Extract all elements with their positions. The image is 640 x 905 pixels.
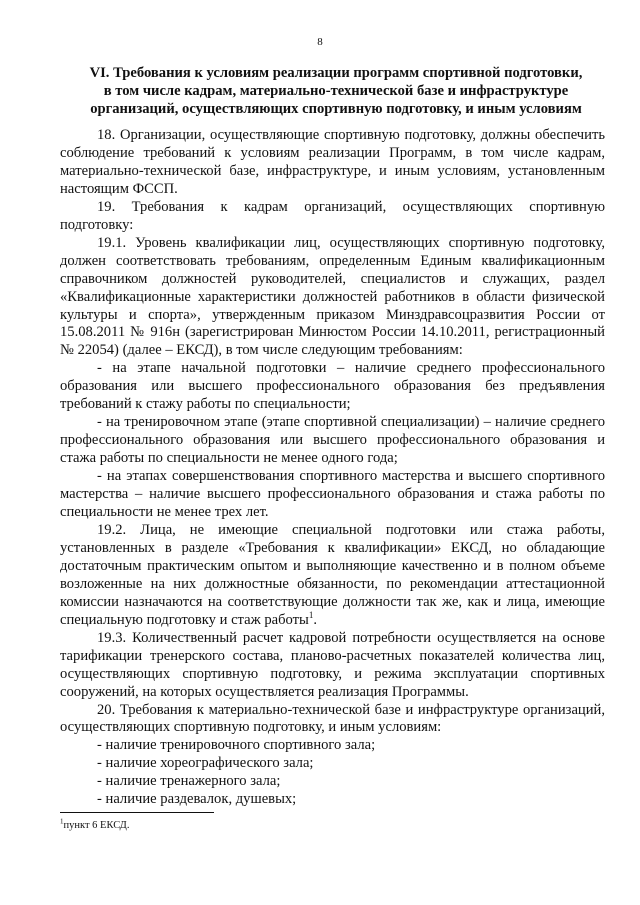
requirement-item: - на этапе начальной подготовки – наличие среднего профессионального образования или высшего профессионального образования без предъявления требований к стажу работы по специальности; xyxy=(60,360,605,413)
requirement-item: - на этапах совершенствования спортивного мастерства и высшего спортивного мастерства – наличие высшего профессионального образования и стажа работы по специальности не менее трех лет. xyxy=(60,468,605,521)
facility-item: - наличие раздевалок, душевых; xyxy=(97,791,297,808)
paragraph-19-3: 19.3. Количественный расчет кадровой потребности осуществляется на основе тарификации тренерского состава, планово-расчетных показателей количества лиц, осуществляющих спортивную подготовку, и режима эксплуатации спортивных сооружений, на которых осуществляется реализация Программы. xyxy=(60,629,605,700)
facility-item: - наличие хореографического зала; xyxy=(97,755,314,772)
paragraph-19: 19. Требования к кадрам организаций, осуществляющих спортивную подготовку: xyxy=(60,198,605,233)
section-heading-line: организаций, осуществляющих спортивную подготовку, и иным условиям xyxy=(90,101,582,117)
requirement-item: - на тренировочном этапе (этапе спортивной специализации) – наличие среднего профессионального образования или высшего профессионального образования и стажа работы по специальности не менее одного года; xyxy=(60,414,605,467)
section-heading-line: VI. Требования к условиям реализации программ спортивной подготовки, xyxy=(89,65,583,81)
footnote-text: пункт 6 ЕКСД. xyxy=(63,820,130,831)
footnote xyxy=(60,819,129,832)
footnote-marker: 1 xyxy=(60,817,64,826)
section-heading-line: в том числе кадрам, материально-технической базе и инфраструктуре xyxy=(103,83,569,99)
facility-item: - наличие тренировочного спортивного зала; xyxy=(97,737,376,754)
footnote-reference: 1 xyxy=(308,609,314,620)
paragraph-19-2-text: 19.2. Лица, не имеющие специальной подготовки или стажа работы, установленных в разделе «Требования к квалификации» ЕКСД, но обладающие достаточным практическим опытом и выполняющие качественно и в полном объеме возложенные на них должностные обязанности, по рекомендации аттестационной комиссии назначаются на соответствующие должности так же, как и лица, имеющие специальную подготовку и стаж работы xyxy=(60,521,605,628)
page-number: 8 xyxy=(317,36,323,48)
section-heading xyxy=(70,64,602,118)
paragraph-18: 18. Организации, осуществляющие спортивную подготовку, должны обеспечить соблюдение требований к условиям реализации Программ, в том числе кадрам, материально-технической базе, инфраструктуре, и иным условиям, установленным настоящим ФССП. xyxy=(60,127,605,197)
paragraph-19-2 xyxy=(60,522,605,630)
footnote-divider xyxy=(60,812,214,813)
paragraph-19-2-end: . xyxy=(313,611,317,628)
body-text xyxy=(60,127,605,809)
paragraph-19-1: 19.1. Уровень квалификации лиц, осуществляющих спортивную подготовку, должен соответствовать требованиям, определенным Единым квалификационным справочником должностей руководителей, специалистов и служащих, раздел «Квалификационные характеристики должностей работников в области физической культуры и спорта», утвержденным приказом Минздравсоцразвития России от 15.08.2011 № 916н (зарегистрирован Минюстом России 14.10.2011, регистрационный № 22054) (далее – ЕКСД), в том числе следующим требованиям: xyxy=(60,234,605,359)
facility-item: - наличие тренажерного зала; xyxy=(97,773,281,790)
paragraph-20: 20. Требования к материально-технической базе и инфраструктуре организаций, осуществляющих спортивную подготовку, и иным условиям: xyxy=(60,701,605,736)
